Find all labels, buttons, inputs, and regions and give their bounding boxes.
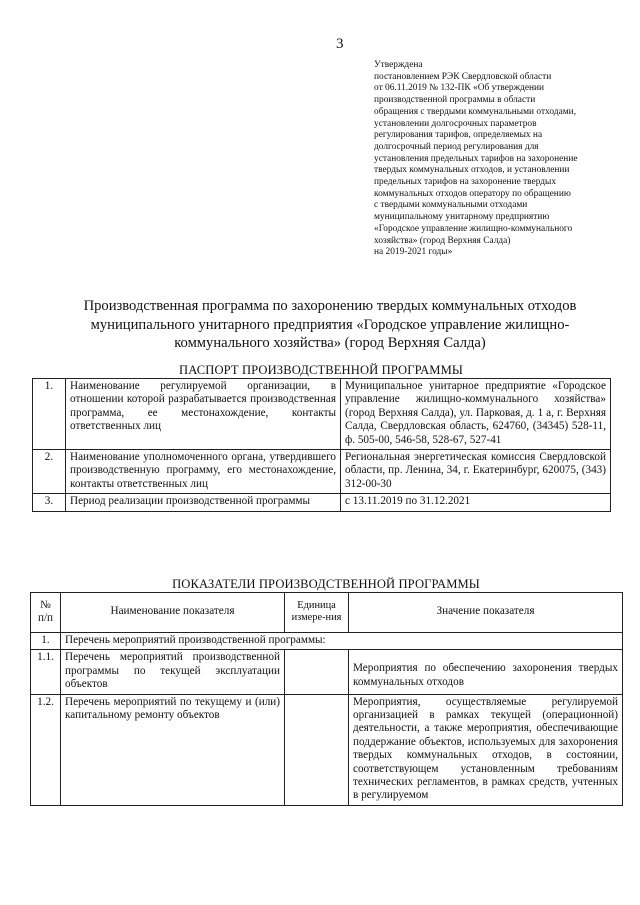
passport-heading: ПАСПОРТ ПРОИЗВОДСТВЕННОЙ ПРОГРАММЫ <box>179 363 463 377</box>
header-name: Наименование показателя <box>61 593 285 633</box>
passport-table <box>32 378 611 512</box>
approval-line: от 06.11.2019 № 132-ПК «Об утверждении <box>374 83 545 94</box>
page-number: 3 <box>336 36 344 52</box>
indicators-heading: ПОКАЗАТЕЛИ ПРОИЗВОДСТВЕННОЙ ПРОГРАММЫ <box>172 577 480 591</box>
approval-line: с твердыми коммунальными отходами <box>374 200 528 211</box>
row-number: 3. <box>33 494 66 511</box>
approval-line: производственной программы в области <box>374 95 536 106</box>
header-row <box>31 593 623 633</box>
approval-line: долгосрочный период регулирования для <box>374 141 539 152</box>
row-label: Наименование регулируемой организации, в отношении которой разрабатывается производственная программа, ее местонахождение, контакты ответственных лиц <box>66 379 341 450</box>
table-row <box>31 694 623 805</box>
title-line: Производственная программа по захоронению твердых коммунальных отходов <box>83 298 577 314</box>
header-unit: Единица измере-ния <box>285 593 349 633</box>
approval-line: хозяйства» (город Верхняя Салда) <box>374 235 511 246</box>
row-number: 2. <box>33 450 66 494</box>
indicator-unit <box>285 650 349 694</box>
approval-line: коммунальных отходов оператору по обращению <box>374 188 571 199</box>
indicator-value: Мероприятия, осуществляемые регулируемой организацией в рамках текущей (операционной) деятельности, а также мероприятия, обеспечивающие поддержание объектов, используемых для захоронения твердых коммунальных отходов, в состоянии, соответствующем установленным требованиям технических регламентов, в рамках средств, учтенных в регулируемом <box>349 694 623 805</box>
approval-line: установлении долгосрочных параметров <box>374 118 537 129</box>
row-number: 1.2. <box>31 694 61 805</box>
approval-line: обращения с твердыми коммунальными отходами, <box>374 106 577 117</box>
approval-line: Утверждена <box>374 60 423 70</box>
indicator-name: Перечень мероприятий производственной программы по текущей эксплуатации объектов <box>61 650 285 694</box>
section-row <box>31 633 623 650</box>
header-num: № п/п <box>31 593 61 633</box>
document-title <box>60 297 600 353</box>
approval-line: твердых коммунальных отходов, и установлении <box>374 165 570 176</box>
approval-line: установления предельных тарифов на захоронение <box>374 153 578 164</box>
approval-line: на 2019-2021 годы» <box>374 247 453 258</box>
header-value: Значение показателя <box>349 593 623 633</box>
indicators-table <box>30 592 623 806</box>
row-label: Наименование уполномоченного органа, утвердившего производственную программу, его местонахождение, контакты ответственных лиц <box>66 450 341 494</box>
table-row <box>33 494 611 511</box>
approval-line: регулирования тарифов, определяемых на <box>374 130 543 141</box>
row-value: Муниципальное унитарное предприятие «Городское управление жилищно-коммунального хозяйства» (город Верхняя Салда), ул. Парковая, д. 1 а, г. Верхняя Салда, Свердловская область, 624760, (34345) 528-11, ф. 505-00, 546-58, 528-67, 527-41 <box>341 379 611 450</box>
section-title: Перечень мероприятий производственной программы: <box>61 633 623 650</box>
row-number: 1.1. <box>31 650 61 694</box>
title-line: коммунального хозяйства» (город Верхняя Салда) <box>174 335 486 351</box>
row-value: Региональная энергетическая комиссия Свердловской области, пр. Ленина, 34, г. Екатеринбург, 620075, (343) 312-00-30 <box>341 450 611 494</box>
approval-line: муниципальному унитарному предприятию <box>374 212 550 223</box>
table-row <box>33 450 611 494</box>
indicator-value: Мероприятия по обеспечению захоронения твердых коммунальных отходов <box>349 650 623 694</box>
approval-line: «Городское управление жилищно-коммунального <box>374 223 573 234</box>
row-value: с 13.11.2019 по 31.12.2021 <box>341 494 611 511</box>
row-number: 1. <box>33 379 66 450</box>
indicator-name: Перечень мероприятий по текущему и (или) капитальному ремонту объектов <box>61 694 285 805</box>
table-row <box>31 650 623 694</box>
approval-line: предельных тарифов на захоронение твердых <box>374 177 557 188</box>
approval-line: постановлением РЭК Свердловской области <box>374 71 552 82</box>
title-line: муниципального унитарного предприятия «Городское управление жилищно- <box>90 316 570 333</box>
row-label: Период реализации производственной программы <box>66 494 341 511</box>
indicator-unit <box>285 694 349 805</box>
table-row <box>33 379 611 450</box>
row-number: 1. <box>31 633 61 650</box>
approval-stamp <box>374 60 614 259</box>
